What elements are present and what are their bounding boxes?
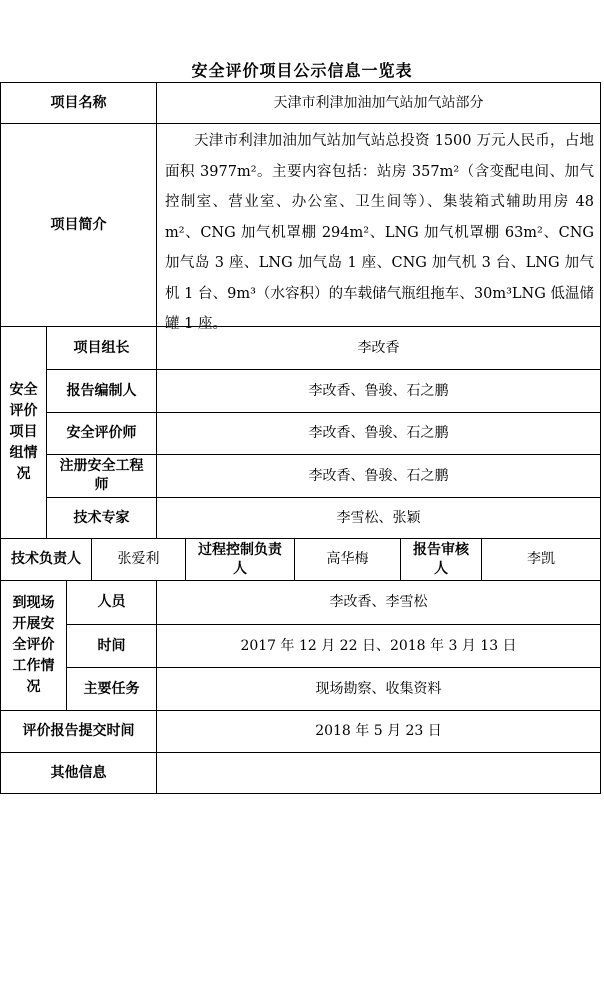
site-work-group-label-line: 况 (26, 679, 41, 695)
team-group-label-line: 安全 (9, 382, 38, 398)
project-intro-paragraph: 天津市利津加油加气站加气站总投资 1500 万元人民币，占地面积 3977m²。主要内容包括：站房 357m²（含变配电间、加气控制室、营业室、办公室、卫生间等）、集装箱式辅助用房 48 m²、CNG 加气机罩棚 294m²、LNG 加气机罩棚 63m²、CNG 加气岛 3 座、LNG 加气岛 1 座、CNG 加气机 3 台、LNG 加气机 1 台、9m³（水容积）的车载储气瓶组拖车、30m³LNG 低温储罐 1 座。 (165, 133, 594, 332)
team-group-label-line: 项目 (9, 424, 38, 440)
site-work-group-label-line: 工作情 (12, 658, 55, 674)
site-work-group-label (0, 580, 67, 711)
site-personnel-value: 李改香、李雪松 (156, 580, 601, 625)
site-work-group-label-line: 到现场 (12, 595, 55, 611)
report-reviewer-value: 李凯 (481, 538, 601, 581)
site-personnel-label: 人员 (66, 580, 157, 625)
team-group-label-line: 况 (16, 466, 31, 482)
project-name-value: 天津市利津加油加气站加气站部分 (156, 82, 601, 124)
process-control-label: 过程控制负责人 (185, 538, 295, 581)
page-title: 安全评价项目公示信息一览表 (191, 61, 413, 80)
safety-assessor-value: 李改香、鲁骏、石之鹏 (156, 412, 601, 455)
submit-time-value: 2018 年 5 月 23 日 (156, 710, 601, 753)
site-work-group-label-line: 开展安 (12, 616, 55, 632)
process-control-value: 高华梅 (294, 538, 401, 581)
team-group-label (0, 326, 47, 539)
submit-time-label: 评价报告提交时间 (0, 710, 157, 753)
site-time-label: 时间 (66, 624, 157, 668)
tech-expert-value: 李雪松、张颖 (156, 497, 601, 539)
tech-lead-value: 张爱利 (91, 538, 186, 581)
team-leader-value: 李改香 (156, 326, 601, 370)
team-group-label-line: 评价 (9, 403, 38, 419)
registered-engineer-label: 注册安全工程师 (46, 454, 157, 498)
project-intro-text (156, 123, 601, 332)
safety-assessor-label: 安全评价师 (46, 412, 157, 455)
registered-engineer-value: 李改香、鲁骏、石之鹏 (156, 454, 601, 498)
main-task-value: 现场勘察、收集资料 (156, 667, 601, 711)
site-time-value: 2017 年 12 月 22 日、2018 年 3 月 13 日 (156, 624, 601, 668)
report-reviewer-label: 报告审核人 (400, 538, 482, 581)
team-group-label-line: 组情 (9, 445, 38, 461)
site-work-group-label-line: 全评价 (12, 637, 55, 653)
report-writer-value: 李改香、鲁骏、石之鹏 (156, 369, 601, 413)
project-intro-label: 项目简介 (0, 123, 157, 327)
team-leader-label: 项目组长 (46, 326, 157, 370)
other-info-value (156, 752, 601, 794)
tech-expert-label: 技术专家 (46, 497, 157, 539)
project-name-label: 项目名称 (0, 82, 157, 124)
tech-lead-label: 技术负责人 (0, 538, 92, 581)
main-task-label: 主要任务 (66, 667, 157, 711)
report-writer-label: 报告编制人 (46, 369, 157, 413)
other-info-label: 其他信息 (0, 752, 157, 794)
